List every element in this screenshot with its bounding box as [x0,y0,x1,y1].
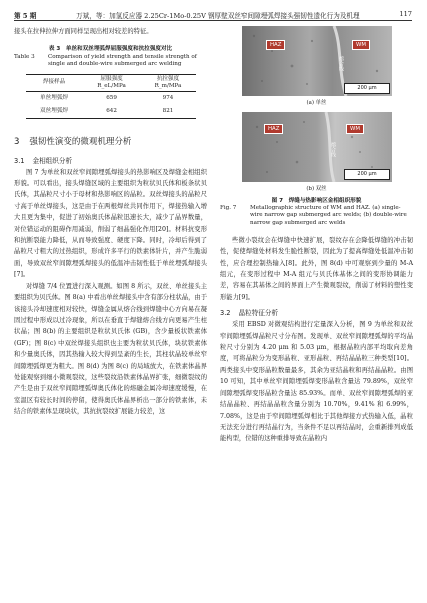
scale-bar: 200 μm [344,83,390,94]
intro-text: 接头在拉伸拉伸方面同样呈现出相对较差的特征。 [14,28,153,35]
fusion-line-label: 熔合线 [330,142,336,157]
page-header [14,10,412,20]
figure-caption-cn: 图 7 焊缝与热影响区金相组织形貌 [271,198,362,204]
header-rule [14,20,412,21]
scale-bar: 200 μm [344,169,390,180]
figure-label: Fig. 7 [220,205,237,212]
table-header [83,74,141,91]
wm-label: WM [346,124,364,134]
fusion-line-label: 熔合线 [338,56,344,71]
header-unit: R_eL/MPa [97,82,126,89]
table-cell: 821 [162,107,174,114]
header-unit: R_m/MPa [154,82,182,89]
paragraph: 对焊缝 7/4 位置进行深入观测。如图 8 所示，双丝、单丝接头主要组织为贝氏体。图 8(a) 中看出单丝焊接头中含有部分柱状晶，由于该接头冷却速度相对较快，焊缝金属从熔合线到焊缝中心方向易在凝固过程中形成以过冷现象，所以在垂直于焊缝熔合线方向更易产生柱状晶；图 8(b) 的主要组织是粒状贝氏体 (GB)，含少量板状铁素体 (GF)；图 8(c) 中双丝焊接头组织也主要为粒状贝氏体，块状铁素体和少量奥氏体，因其热输入较大得到呈紊的生长，其柱状晶较单丝窄间隙埋弧焊更为粗大。图 8(d) 为图 8(c) 的局域放大，在铁素体晶界处能观察到细小微观裂纹，这些裂纹沿铁素体晶界扩张，细微裂纹的产生是由于双丝窄间隙埋弧焊奥氏体化的熔融金属冷却速度缓慢，在室温区有较长时间的停留，使得奥氏体晶界析出一部分的铁素体，未结合的铁素体呈现块状，其抗抗裂纹扩展能力较差，这 [14,282,207,416]
table-cell: 642 [106,107,117,114]
header-text: 抗拉强度 [156,75,180,82]
figure-caption [220,198,413,227]
left-column [14,26,207,418]
right-column [220,26,413,445]
table-cell: 双丝埋弧焊 [40,107,69,114]
subsection-title: 金相组织分析 [32,156,73,165]
haz-label: HAZ [264,124,283,134]
subsection-heading [14,155,207,165]
section-heading [14,135,207,147]
table-label: Table 3 [14,53,35,60]
micrograph-a [242,26,392,96]
paragraph: 图 7 为单丝和双丝窄间隙埋弧焊接头的热影响区及焊缝金相组织形貌。可以看出，接头焊缝区域的主要组织为粒状贝氏体和板条状贝氏体，其晶粒尺寸小于母材和热影响区的晶粒。双丝焊接头的晶粒尺寸高于单丝焊接头，这是由于在两根焊丝共同作用下，焊接热输入增大且更为集中，促进了初始奥氏体晶粒迅速长大，减少了晶界数量，对位错运动的阻碍作用减弱，削弱了细晶强化作用[20]。材料抗变形和抗断裂能力降低，从而导致强度、硬度下降。同时，冷却后得到了晶粒尺寸粗大的过热组织，形成许多平行的铁素体针片，并产生脆弱面，导致双丝窄间隙埋弧焊接头的低温冲击韧性低于单丝埋弧焊接头[7]。 [14,168,207,279]
table-header [141,74,196,91]
figure-caption-en [220,205,413,227]
table-caption-en-text: Comparison of yield strength and tensile strength of single and double-wire submerged arc welding [48,53,197,68]
table-header: 焊接样品 [42,79,66,86]
table-caption [14,46,207,68]
subsection-heading [220,307,413,317]
figure-caption-en-text: Metallographic structure of WM and HAZ. (a) single-wire narrow gap submerged arc welds; (b) double-wire narrow gap submerged arc welds [250,205,407,226]
table-caption-en [14,54,207,69]
subsection-number: 3.1 [14,156,25,165]
section-number: 3 [14,136,20,147]
paragraph: 采用 EBSD 对微观结构进行定量深入分析，图 9 为单丝和双丝窄间隙埋弧焊晶粒尺寸分布图。发现单、双丝窄间隙埋弧焊的平均晶粒尺寸分别为 4.20 μm 和 5.03 μm，根据晶粒内部平均取向差角度，可将晶粒分为变形晶粒、亚形晶粒、再结晶晶粒三种类型[10]。两类接头中变形晶粒数量最多，其余为亚结晶粒和再结晶晶粒。由图 10 可知，其中单丝窄间隙埋弧焊变形晶粒含量达 79.89%，双丝窄间隙埋弧焊变形晶粒含量达 85.93%。而单、双丝窄间隙埋弧焊的亚结晶晶粒、再结晶晶粒含量分别为 10.70%，9.41% 和 6.99%，7.08%，这是由于窄间隙埋弧焊相比于其他焊接方式热输入低，晶粒无法充分进行再结晶行为，当条件不足以再结晶时，会重新排列成低能构型，位错的这种重排导致在晶粒内 [220,321,413,443]
issue-number: 第 5 期 [14,12,37,20]
header-text: 屈服强度 [100,75,123,82]
subsection-number: 3.2 [220,309,231,318]
table-header-row [26,74,196,91]
table-cell: 659 [106,94,117,101]
subsection-title: 晶粒特征分析 [238,309,279,318]
haz-label: HAZ [266,40,285,50]
table-row [26,91,196,105]
page-number: 117 [399,10,412,18]
subfigure-label: (b) 双丝 [306,186,327,192]
wm-label: WM [352,40,370,50]
micrograph-b [242,112,392,182]
paragraph: 些微小裂纹会在焊缝中快速扩展，裂纹存在会降低焊缝的冲击韧性，促使焊缝处材料发生脆性断裂，因此为了提高焊缝处低温冲击韧性，应合理控制热输入[8]。此外，图 8(d) 中可观察到少量的 M-A 组元，在变形过程中 M-A 组元与贝氏体基体之间的变形协调能力差，容易在其基体之间的界面上产生微观裂纹，削弱了材料的塑性变形能力[9]。 [220,236,413,301]
table-cell: 单丝埋弧焊 [40,94,69,101]
table-row [26,105,196,119]
table-cell: 974 [162,94,174,101]
section-title: 强韧性演变的微观机理分析 [29,136,132,147]
running-title: 万斌，等：加氢反应器 2.25Cr-1Mo-0.25V 钢厚壁双丝窄间隙埋弧焊接头强韧性遗化行为及机理 [76,12,360,20]
table-caption-cn: 表 3 单丝和双丝埋弧焊屈服强度和抗拉强度对比 [48,46,173,53]
strength-table [26,74,196,119]
subfigure-label: (a) 单丝 [306,100,327,106]
